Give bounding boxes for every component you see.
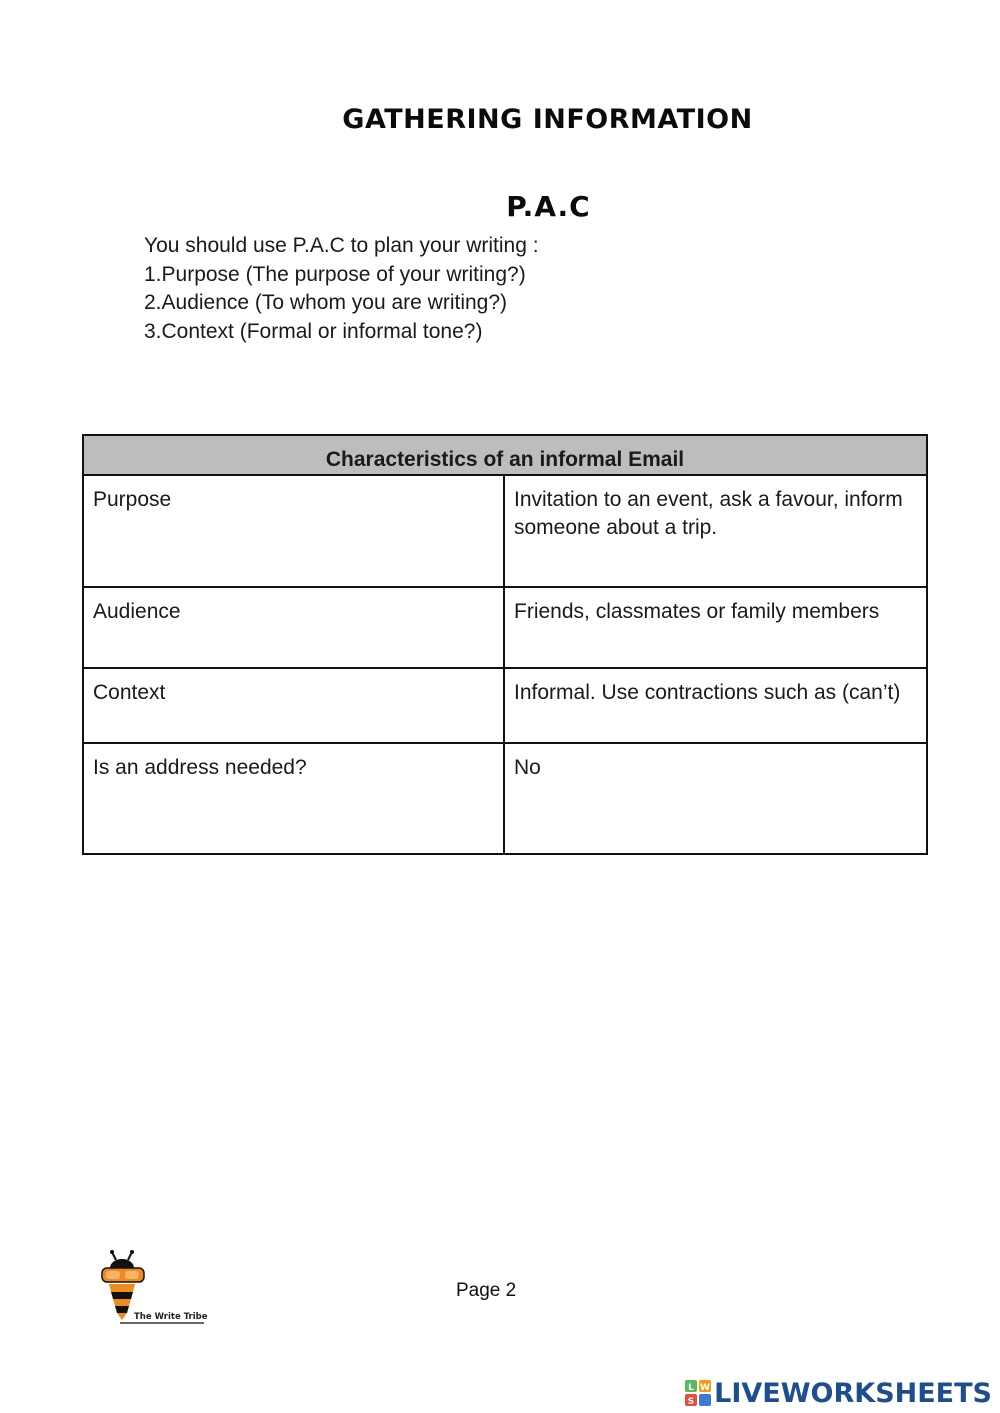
characteristics-table xyxy=(82,434,928,855)
row-value: Invitation to an event, ask a favour, inform someone about a trip. xyxy=(504,475,927,587)
row-value: Informal. Use contractions such as (can’t) xyxy=(504,668,927,743)
page-number: Page 2 xyxy=(456,1280,517,1301)
svg-text:S: S xyxy=(687,1397,695,1406)
row-label: Audience xyxy=(83,587,504,668)
svg-text:L: L xyxy=(688,1383,695,1393)
intro-line: 3.Context (Formal or informal tone?) xyxy=(144,320,483,344)
liveworksheets-logo-icon xyxy=(685,1380,711,1406)
row-label: Context xyxy=(83,668,504,743)
intro-text xyxy=(144,232,539,347)
table-row-context xyxy=(83,668,927,743)
intro-line: 1.Purpose (The purpose of your writing?) xyxy=(144,262,526,286)
table-header: Characteristics of an informal Email xyxy=(83,435,927,475)
intro-line: 2.Audience (To whom you are writing?) xyxy=(144,291,508,315)
row-value: No xyxy=(504,743,927,854)
row-label: Purpose xyxy=(83,475,504,587)
section-title: P.A.C xyxy=(506,190,591,223)
table-row-address xyxy=(83,743,927,854)
liveworksheets-watermark xyxy=(685,1376,992,1410)
svg-text:W: W xyxy=(700,1383,711,1393)
table-header-row xyxy=(83,435,927,475)
table-row-purpose xyxy=(83,475,927,587)
intro-line: You should use P.A.C to plan your writing : xyxy=(144,234,539,257)
bee-icon xyxy=(98,1250,208,1326)
write-tribe-logo xyxy=(98,1250,208,1326)
row-value: Friends, classmates or family members xyxy=(504,587,927,668)
table-row-audience xyxy=(83,587,927,668)
liveworksheets-brand-text: LIVEWORKSHEETS xyxy=(714,1377,992,1409)
logo-text: The Write Tribe xyxy=(134,1312,208,1322)
page-title: GATHERING INFORMATION xyxy=(342,104,753,135)
row-label: Is an address needed? xyxy=(83,743,504,854)
